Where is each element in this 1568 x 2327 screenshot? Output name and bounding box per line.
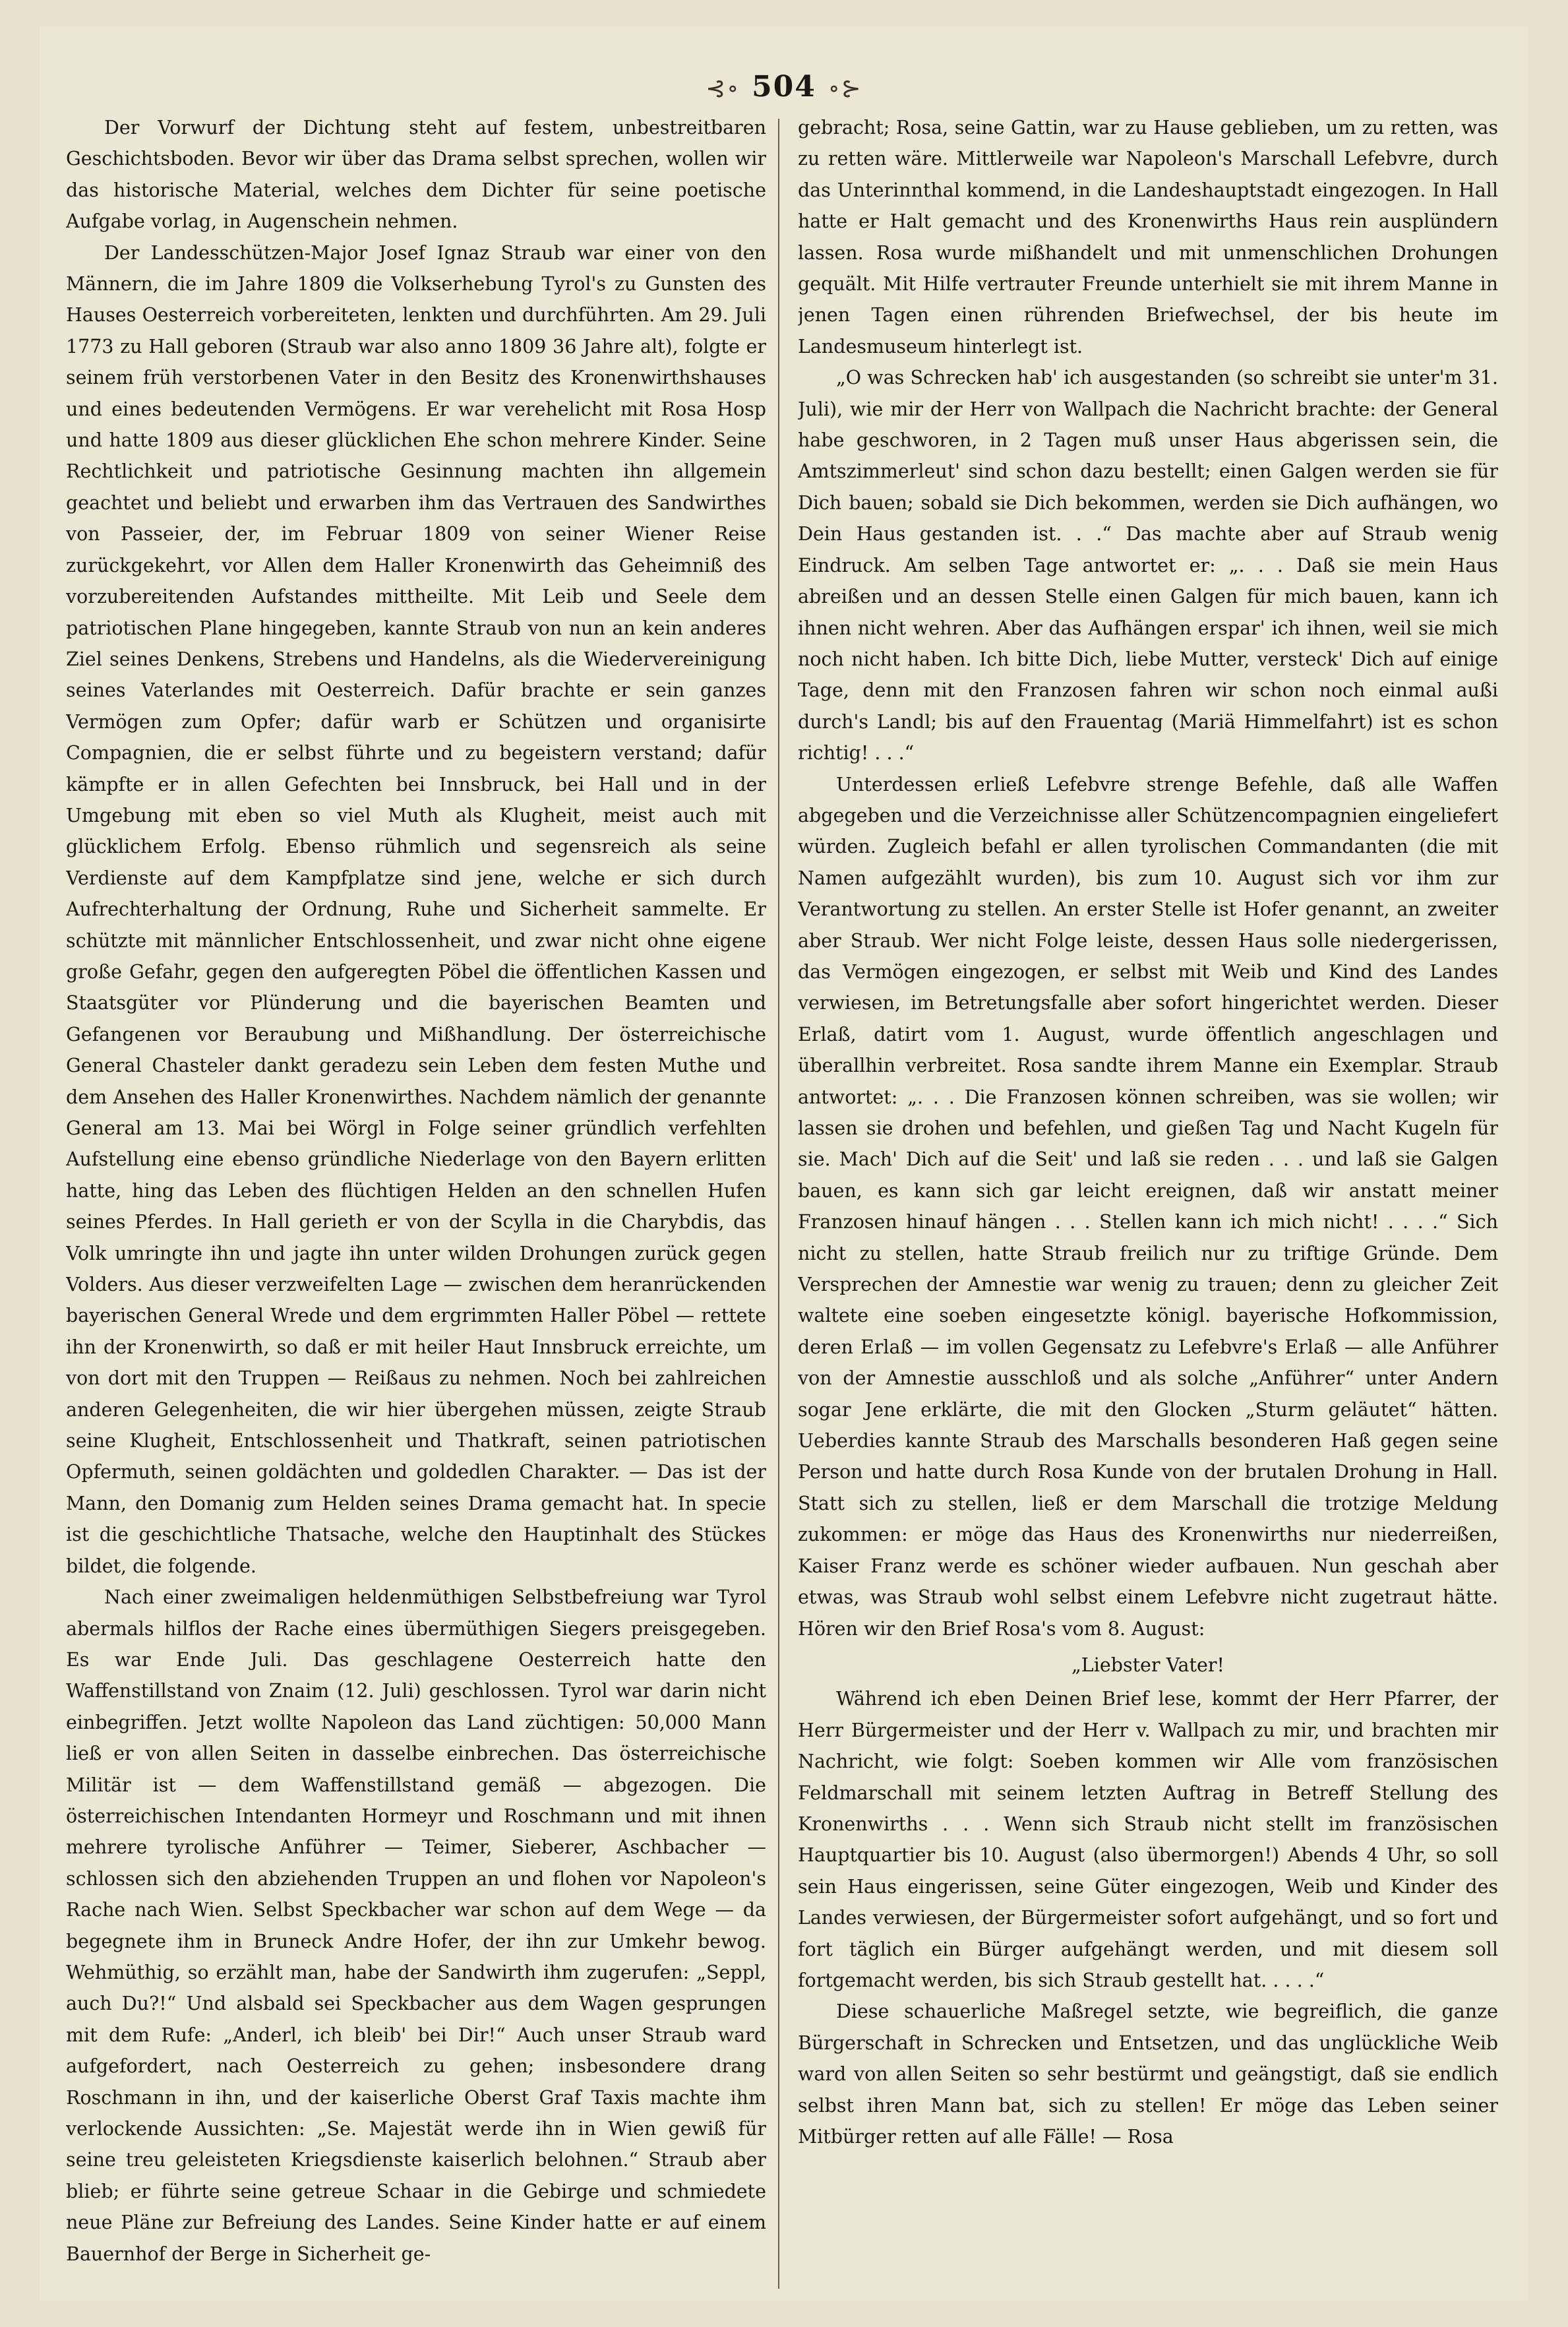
paragraph: gebracht; Rosa, seine Gattin, war zu Hause geblieben, um zu retten, was zu retten wäre. Mittlerweile war Napoleon's Marschall Lefebvre, durch das Unterinnthal kommend, in die Landeshauptstadt eingezogen. In Hall hatte er Halt gemacht und des Kronenwirths Haus rein ausplündern lassen. Rosa wurde mißhandelt und mit unmenschlichen Drohungen gequält. Mit Hilfe vertrauter Freunde unterhielt sie mit ihrem Manne in jenen Tagen einen rührenden Briefwechsel, der bis heute im Landesmuseum hinterlegt ist. xyxy=(798,117,1498,357)
paragraph: „O was Schrecken hab' ich ausgestanden (so schreibt sie unter'm 31. Juli), wie mir der Herr von Wallpach die Nachricht brachte: der General habe geschworen, in 2 Tagen muß unser Haus abgerissen sein, die Amtszimmerleut' sind schon dazu bestellt; einen Galgen werden sie für Dich bauen; sobald sie Dich bekommen, werden sie Dich aufhängen, wo Dein Haus gestanden ist. . .“ Das machte aber auf Straub wenig Eindruck. Am selben Tage antwortet er: „. . . Daß sie mein Haus abreißen und an dessen Stelle einen Galgen für mich bauen, kann ich ihnen nicht wehren. Aber das Aufhängen erspar' ich ihnen, weil sie mich noch nicht haben. Ich bitte Dich, liebe Mutter, versteck' Dich auf einige Tage, denn mit den Franzosen fahren wir schon noch einmal außi durch's Landl; bis auf den Frauentag (Mariä Himmelfahrt) ist es schon richtig! . . .“ xyxy=(798,367,1498,764)
letter-salutation: „Liebster Vater! xyxy=(1071,1654,1224,1676)
page-number: 504 xyxy=(752,70,816,104)
column-divider xyxy=(778,119,779,2289)
ornament-left: ⊰∘ xyxy=(706,75,740,102)
newspaper-page xyxy=(40,26,1528,2301)
paragraph: Der Vorwurf der Dichtung steht auf festem, unbestreitbaren Geschichtsboden. Bevor wir über das Drama selbst sprechen, wollen wir das historische Material, welches dem Dichter für seine poetische Aufgabe vorlag, in Augenschein nehmen. xyxy=(66,117,766,233)
left-column xyxy=(66,112,766,2289)
paragraph: Nach einer zweimaligen heldenmüthigen Selbstbefreiung war Tyrol abermals hilflos der Rache eines übermüthigen Siegers preisgegeben. Es war Ende Juli. Das geschlagene Oesterreich hatte den Waffenstillstand von Znaim (12. Juli) geschlossen. Tyrol war darin nicht einbegriffen. Jetzt wollte Napoleon das Land züchtigen: 50,000 Mann ließ er von allen Seiten in dasselbe einbrechen. Das österreichische Militär ist — dem Waffenstillstand gemäß — abgezogen. Die österreichischen Intendanten Hormeyr und Roschmann und mit ihnen mehrere tyrolische Anführer — Teimer, Sieberer, Aschbacher — schlossen sich den abziehenden Truppen an und flohen vor Napoleon's Rache nach Wien. Selbst Speckbacher war schon auf dem Wege — da begegnete ihm in Bruneck Andre Hofer, der ihn zur Umkehr bewog. Wehmüthig, so erzählt man, habe der Sandwirth ihm zugerufen: „Seppl, auch Du?!“ Und alsbald sei Speckbacher aus dem Wagen gesprungen mit dem Rufe: „Anderl, ich bleib' bei Dir!“ Auch unser Straub ward aufgefordert, nach Oesterreich zu gehen; insbesondere drang Roschmann in ihn, und der kaiserliche Oberst Graf Taxis machte ihm verlockende Aussichten: „Se. Majestät werde ihn in Wien gewiß für seine treu geleisteten Kriegsdienste kaiserlich belohnen.“ Straub aber blieb; er führte seine getreue Schaar in die Gebirge und schmiedete neue Pläne zur Befreiung des Landes. Seine Kinder hatte er auf einem Bauernhof der Berge in Sicherheit ge- xyxy=(66,1586,766,2265)
right-column xyxy=(798,112,1498,2289)
paragraph: Der Landesschützen-Major Josef Ignaz Straub war einer von den Männern, die im Jahre 1809 die Volkserhebung Tyrol's zu Gunsten des Hauses Oesterreich vorbereiteten, lenkten und durchführten. Am 29. Juli 1773 zu Hall geboren (Straub war also anno 1809 36 Jahre alt), folgte er seinem früh verstorbenen Vater in den Besitz des Kronenwirthshauses und eines bedeutenden Vermögens. Er war verehelicht mit Rosa Hosp und hatte 1809 aus dieser glücklichen Ehe schon mehrere Kinder. Seine Rechtlichkeit und patriotische Gesinnung machten ihn allgemein geachtet und beliebt und erwarben ihm das Vertrauen des Sandwirthes von Passeier, der, im Februar 1809 von seiner Wiener Reise zurückgekehrt, vor Allen dem Haller Kronenwirth das Geheimniß des vorzubereitenden Aufstandes mittheilte. Mit Leib und Seele dem patriotischen Plane hingegeben, kannte Straub von nun an kein anderes Ziel seines Denkens, Strebens und Handelns, als die Wiedervereinigung seines Vaterlandes mit Oesterreich. Dafür brachte er sein ganzes Vermögen zum Opfer; dafür warb er Schützen und organisirte Compagnien, die er selbst führte und zu begeistern verstand; dafür kämpfte er in allen Gefechten bei Innsbruck, bei Hall und in der Umgebung mit eben so viel Muth als Klugheit, meist auch mit glücklichem Erfolg. Ebenso rühmlich und segensreich als seine Verdienste auf dem Kampfplatze sind jene, welche er sich durch Aufrechterhaltung der Ordnung, Ruhe und Sicherheit sammelte. Er schützte mit männlicher Entschlossenheit, und zwar nicht ohne eigene große Gefahr, gegen den aufgeregten Pöbel die öffentlichen Kassen und Staatsgüter vor Plünderung und die bayerischen Beamten und Gefangenen vor Beraubung und Mißhandlung. Der österreichische General Chasteler dankt geradezu sein Leben dem festen Muthe und dem Ansehen des Haller Kronenwirthes. Nachdem nämlich der genannte General am 13. Mai bei Wörgl in Folge seiner gründlich verfehlten Aufstellung eine ebenso gründliche Niederlage von den Bayern erlitten hatte, hing das Leben des flüchtigen Helden an den schnellen Hufen seines Pferdes. In Hall gerieth er von der Scylla in die Charybdis, das Volk umringte ihn und jagte ihn unter wilden Drohungen zurück gegen Volders. Aus dieser verzweifelten Lage — zwischen dem heranrückenden bayerischen General Wrede und dem ergrimmten Haller Pöbel — rettete ihn der Kronenwirth, so daß er mit heiler Haut Innsbruck erreichte, um von dort mit den Truppen — Reißaus zu nehmen. Noch bei zahlreichen anderen Gelegenheiten, die wir hier übergehen müssen, zeigte Straub seine Klugheit, Entschlossenheit und Thatkraft, seinen patriotischen Opfermuth, seinen goldächten und goldedlen Charakter. — Das ist der Mann, den Domanig zum Helden seines Drama gemacht hat. In specie ist die geschichtliche Thatsache, welche den Hauptinhalt des Stückes bildet, die folgende. xyxy=(66,241,766,1577)
letter-body: Während ich eben Deinen Brief lese, kommt der Herr Pfarrer, der Herr Bürgermeister und der Herr v. Wallpach zu mir, und brachten mir Nachricht, wie folgt: Soeben kommen wir Alle vom französischen Feldmarschall mit seinem letzten Auftrag in Betreff Stellung des Kronenwirths . . . Wenn sich Straub nicht stellt im französischen Hauptquartier bis 10. August (also übermorgen!) Abends 4 Uhr, so soll sein Haus eingerissen, seine Güter eingezogen, Weib und Kinder des Landes verwiesen, der Bürgermeister sofort aufgehängt, und so fort und fort täglich ein Bürger aufgehängt werden, und mit diesem soll fortgemacht werden, bis sich Straub gestellt hat. . . . .“ xyxy=(798,1688,1498,1991)
ornament-right: ∘⊱ xyxy=(828,75,862,102)
paragraph: Unterdessen erließ Lefebvre strenge Befehle, daß alle Waffen abgegeben und die Verzeichnisse aller Schützencompagnien eingeliefert würden. Zugleich befahl er allen tyrolischen Commandanten (die mit Namen aufgezählt wurden), bis zum 10. August sich vor ihm zur Verantwortung zu stellen. An erster Stelle ist Hofer genannt, an zweiter aber Straub. Wer nicht Folge leiste, dessen Haus solle niedergerissen, das Vermögen eingezogen, er selbst mit Weib und Kind des Landes verwiesen, im Betretungsfalle aber sofort hingerichtet werden. Dieser Erlaß, datirt vom 1. August, wurde öffentlich angeschlagen und überallhin verbreitet. Rosa sandte ihrem Manne ein Exemplar. Straub antwortet: „. . . Die Franzosen können schreiben, was sie wollen; wir lassen sie drohen und befehlen, und gießen Tag und Nacht Kugeln für sie. Mach' Dich auf die Seit' und laß sie reden . . . und laß sie Galgen bauen, es kann sich gar leicht ereignen, daß wir anstatt meiner Franzosen hinauf hängen . . . Stellen kann ich mich nicht! . . . .“ Sich nicht zu stellen, hatte Straub freilich nur zu triftige Gründe. Dem Versprechen der Amnestie war wenig zu trauen; denn zu gleicher Zeit waltete eine soeben eingesetzte königl. bayerische Hofkommission, deren Erlaß — im vollen Gegensatz zu Lefebvre's Erlaß — alle Anführer von der Amnestie ausschloß und als solche „Anführer“ unter Andern sogar Jene erklärte, die mit den Glocken „Sturm geläutet“ hätten. Ueberdies kannte Straub des Marschalls besonderen Haß gegen seine Person und hatte durch Rosa Kunde von der brutalen Drohung in Hall. Statt sich zu stellen, ließ er dem Marschall die trotzige Meldung zukommen: er möge das Haus des Kronenwirths nur niederreißen, Kaiser Franz werde es schöner wieder aufbauen. Nun geschah aber etwas, was Straub wohl selbst einem Lefebvre nicht zugetraut hätte. Hören wir den Brief Rosa's vom 8. August: xyxy=(798,773,1498,1640)
paragraph: Diese schauerliche Maßregel setzte, wie begreiflich, die ganze Bürgerschaft in Schrecken und Entsetzen, und das unglückliche Weib ward von allen Seiten so sehr bestürmt und geängstigt, daß sie endlich selbst ihren Mann bat, sich zu stellen! Er möge das Leben seiner Mitbürger retten auf alle Fälle! — Rosa xyxy=(798,2001,1498,2148)
page-header xyxy=(40,61,1528,113)
